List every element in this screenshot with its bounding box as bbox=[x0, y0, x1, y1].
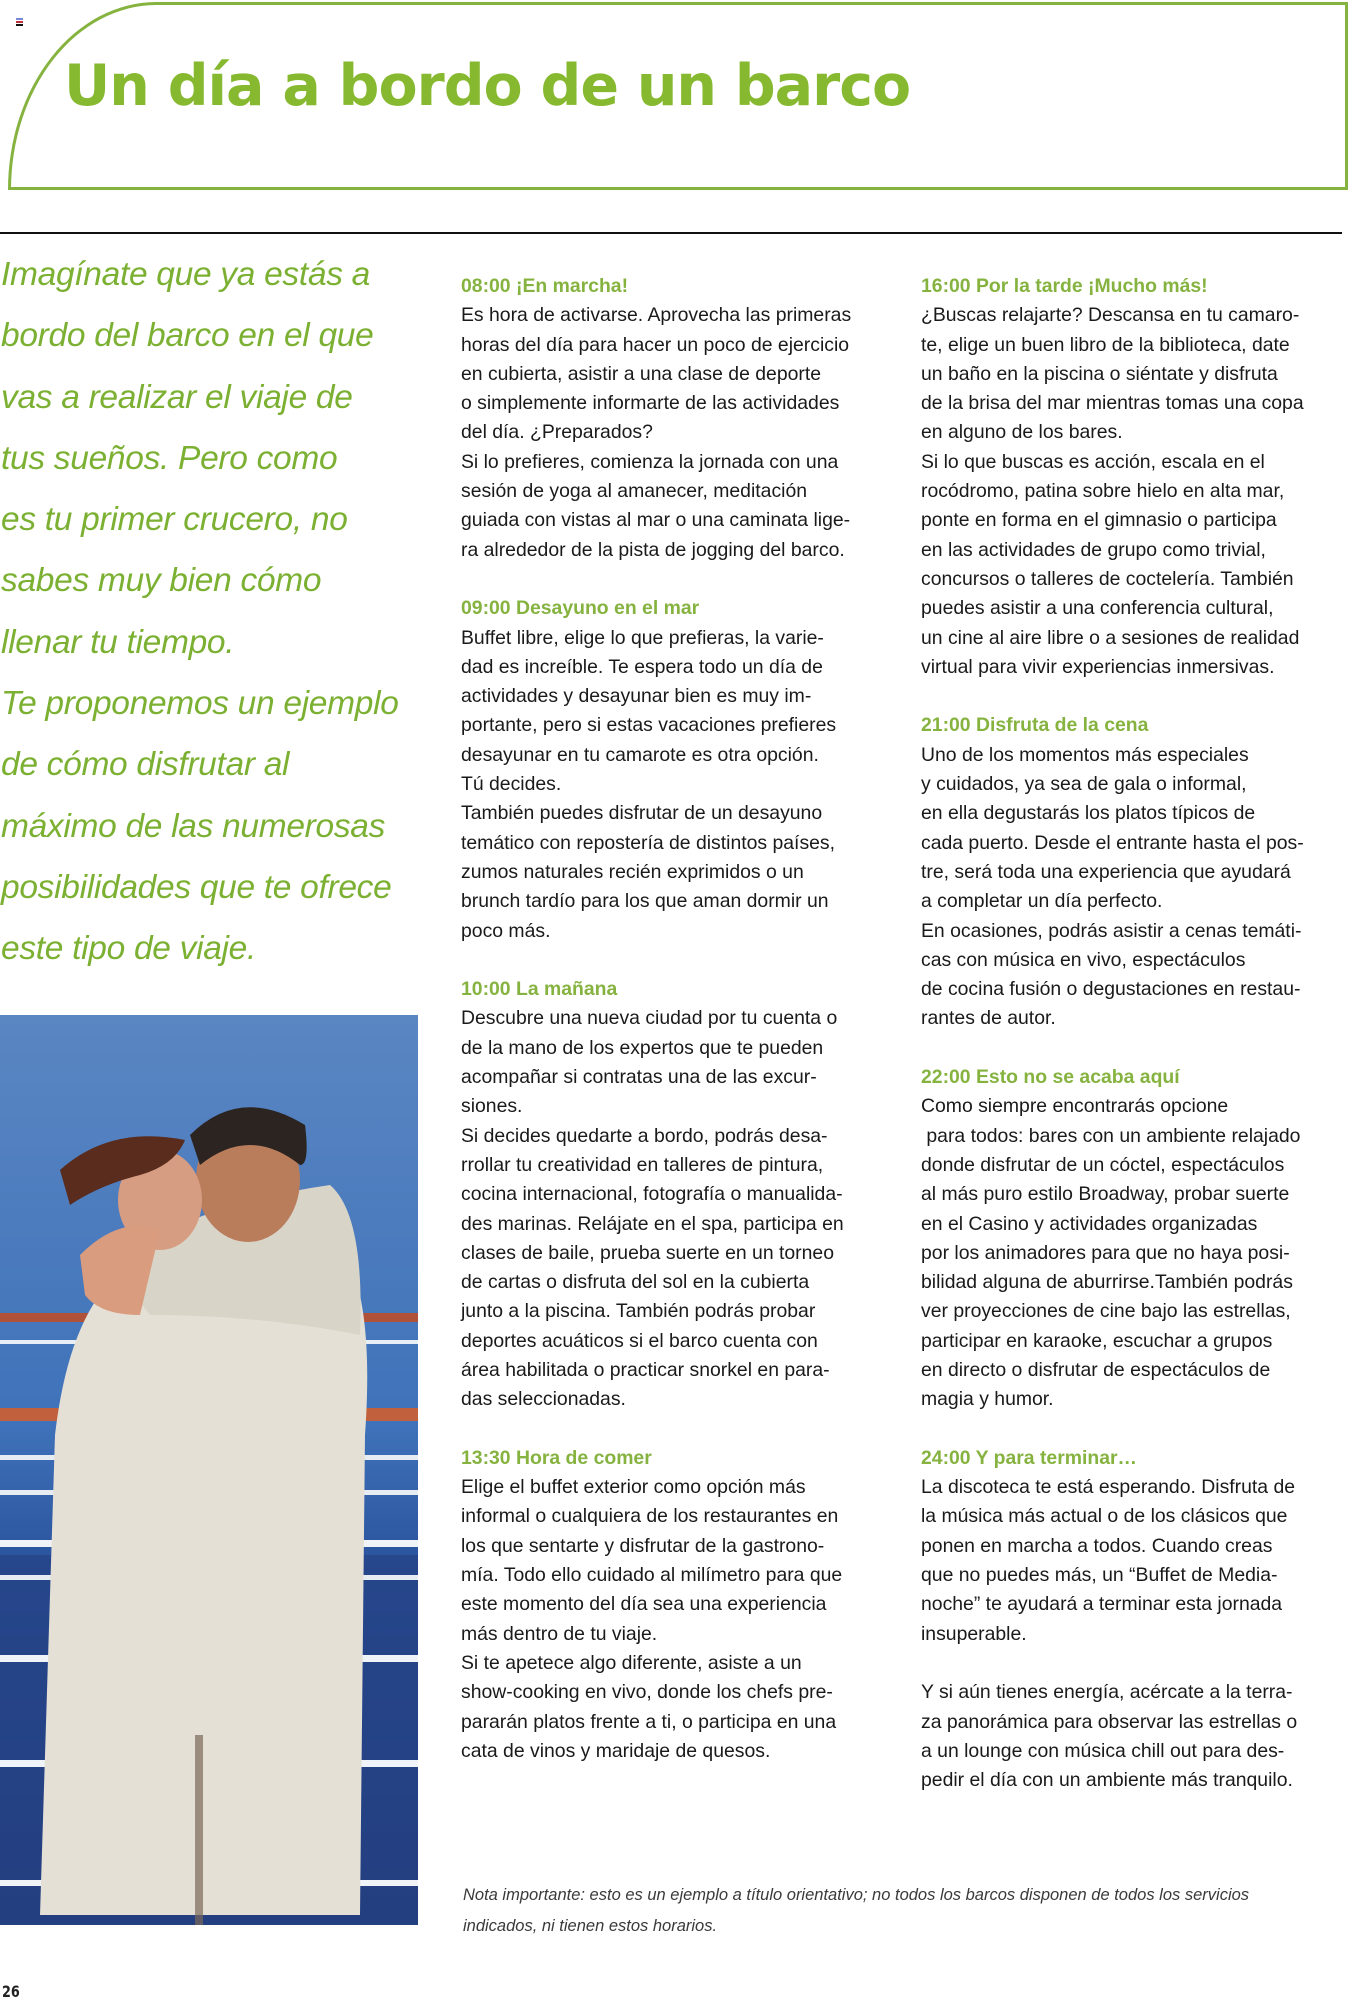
section-line: insuperable. bbox=[921, 1622, 1027, 1645]
intro-line: llenar tu tiempo. bbox=[1, 623, 235, 661]
page-number: 26 bbox=[2, 1982, 20, 2001]
section-line: bilidad alguna de aburrirse.También podrás bbox=[921, 1271, 1293, 1294]
section-line: de cartas o disfruta del sol en la cubierta bbox=[461, 1271, 810, 1294]
section-line: a completar un día perfecto. bbox=[921, 890, 1163, 913]
section-line: Es hora de activarse. Aprovecha las primeras bbox=[461, 304, 852, 327]
section-line: te, elige un buen libro de la biblioteca, date bbox=[921, 333, 1290, 356]
section-heading: 08:00 ¡En marcha! bbox=[461, 275, 629, 297]
section-heading: 21:00 Disfruta de la cena bbox=[921, 714, 1149, 737]
section-line: Si lo prefieres, comienza la jornada con una bbox=[461, 450, 839, 473]
section-line: al más puro estilo Broadway, probar suerte bbox=[921, 1183, 1290, 1206]
section-line: desayunar en tu camarote es otra opción. bbox=[461, 743, 819, 766]
section-heading: 13:30 Hora de comer bbox=[461, 1446, 652, 1469]
schedule-column-left bbox=[461, 272, 891, 1795]
section-line: das seleccionadas. bbox=[461, 1388, 626, 1411]
section-line: cada puerto. Desde el entrante hasta el pos- bbox=[921, 831, 1304, 854]
section-line: Elige el buffet exterior como opción más bbox=[461, 1476, 806, 1499]
section-heading: 09:00 Desayuno en el mar bbox=[461, 597, 700, 620]
flag-icon bbox=[16, 18, 23, 25]
section-line: zumos naturales recién exprimidos o un bbox=[461, 860, 804, 883]
note-line: Nota importante: esto es un ejemplo a título orientativo; no todos los barcos disponen de todos los servicios bbox=[463, 1886, 1250, 1904]
section-line: en las actividades de grupo como trivial, bbox=[921, 538, 1266, 561]
section-line: poco más. bbox=[461, 919, 551, 942]
section-line: virtual para vivir experiencias inmersivas. bbox=[921, 655, 1275, 678]
section-line: más dentro de tu viaje. bbox=[461, 1622, 658, 1645]
section-line: de la brisa del mar mientras tomas una copa bbox=[921, 392, 1304, 415]
intro-line: tus sueños. Pero como bbox=[1, 439, 338, 477]
section-line: la música más actual o de los clásicos que bbox=[921, 1505, 1288, 1528]
section-heading: 16:00 Por la tarde ¡Mucho más! bbox=[921, 275, 1208, 297]
section-line: cata de vinos y maridaje de quesos. bbox=[461, 1739, 771, 1762]
section-line: en alguno de los bares. bbox=[921, 421, 1123, 444]
section-line: guiada con vistas al mar o una caminata lige- bbox=[461, 509, 851, 532]
section-heading: 10:00 La mañana bbox=[461, 978, 618, 1001]
section-line: Si decides quedarte a bordo, podrás desa- bbox=[461, 1124, 828, 1147]
section-line: cocina internacional, fotografía o manualida- bbox=[461, 1183, 843, 1206]
section-line: En ocasiones, podrás asistir a cenas temáti- bbox=[921, 919, 1302, 942]
section-line: concursos o talleres de coctelería. También bbox=[921, 567, 1294, 590]
section-line: Descubre una nueva ciudad por tu cuenta o bbox=[461, 1007, 838, 1030]
section-line: brunch tardío para los que aman dormir un bbox=[461, 890, 829, 913]
section-line: horas del día para hacer un poco de ejercicio bbox=[461, 333, 850, 356]
section-line: mía. Todo ello cuidado al milímetro para que bbox=[461, 1564, 843, 1587]
section-line: por los animadores para que no haya posi- bbox=[921, 1241, 1290, 1264]
section-line: siones. bbox=[461, 1095, 523, 1118]
disclaimer-note bbox=[463, 1880, 1249, 1942]
schedule-section-2100 bbox=[921, 711, 1351, 1033]
schedule-section-2200 bbox=[921, 1063, 1351, 1415]
section-line: de cocina fusión o degustaciones en restau- bbox=[921, 978, 1301, 1001]
section-line: Como siempre encontrarás opcione bbox=[921, 1095, 1229, 1118]
section-line: tre, será toda una experiencia que ayudará bbox=[921, 860, 1291, 883]
schedule-section-0900 bbox=[461, 594, 891, 946]
section-line: un baño en la piscina o siéntate y disfruta bbox=[921, 362, 1278, 385]
section-line: Buffet libre, elige lo que prefieras, la varie- bbox=[461, 626, 824, 649]
section-line: ver proyecciones de cine bajo las estrellas, bbox=[921, 1300, 1291, 1323]
note-line: indicados, ni tienen estos horarios. bbox=[463, 1917, 718, 1935]
section-line: actividades y desayunar bien es muy im- bbox=[461, 685, 812, 708]
section-line: rantes de autor. bbox=[921, 1007, 1056, 1030]
section-line: de la mano de los expertos que te pueden bbox=[461, 1036, 824, 1059]
intro-line: posibilidades que te ofrece bbox=[1, 868, 392, 906]
section-line: informal o cualquiera de los restaurantes en bbox=[461, 1505, 839, 1528]
section-line: noche” te ayudará a terminar esta jornada bbox=[921, 1593, 1283, 1616]
section-line: show-cooking en vivo, donde los chefs pre- bbox=[461, 1681, 833, 1704]
section-line: ra alrededor de la pista de jogging del barco. bbox=[461, 538, 845, 561]
section-line: sesión de yoga al amanecer, meditación bbox=[461, 480, 808, 503]
section-line: za panorámica para observar las estrellas o bbox=[921, 1710, 1298, 1733]
page-title: Un día a bordo de un barco bbox=[64, 53, 911, 119]
divider bbox=[0, 232, 1342, 234]
intro-line: es tu primer crucero, no bbox=[1, 501, 348, 539]
section-line: pararán platos frente a ti, o participa en una bbox=[461, 1710, 837, 1733]
section-line: portante, pero si estas vacaciones prefieres bbox=[461, 714, 837, 737]
intro-line: máximo de las numerosas bbox=[1, 807, 386, 845]
section-line: o simplemente informarte de las actividades bbox=[461, 392, 840, 415]
section-line: des marinas. Relájate en el spa, participa en bbox=[461, 1212, 844, 1235]
schedule-section-0800 bbox=[461, 272, 891, 565]
schedule-section-1330 bbox=[461, 1444, 891, 1766]
section-line: deportes acuáticos si el barco cuenta con bbox=[461, 1329, 818, 1352]
section-line: clases de baile, prueba suerte en un torneo bbox=[461, 1241, 834, 1264]
section-line: temático con repostería de distintos países, bbox=[461, 831, 836, 854]
section-line: rocódromo, patina sobre hielo en alta mar, bbox=[921, 480, 1285, 503]
schedule-section-1600 bbox=[921, 272, 1351, 682]
intro-line: bordo del barco en el que bbox=[1, 317, 374, 355]
section-heading: 24:00 Y para terminar… bbox=[921, 1446, 1137, 1469]
section-line: área habilitada o practicar snorkel en para- bbox=[461, 1358, 830, 1381]
intro-line: Te proponemos un ejemplo bbox=[1, 685, 399, 723]
section-line: rrollar tu creatividad en talleres de pintura, bbox=[461, 1153, 824, 1176]
section-line: cas con música en vivo, espectáculos bbox=[921, 948, 1246, 971]
intro-line: vas a realizar el viaje de bbox=[1, 378, 353, 416]
section-line: También puedes disfrutar de un desayuno bbox=[461, 802, 823, 825]
section-line: Si lo que buscas es acción, escala en el bbox=[921, 450, 1265, 473]
section-line: en cubierta, asistir a una clase de deporte bbox=[461, 362, 822, 385]
section-line: este momento del día sea una experiencia bbox=[461, 1593, 827, 1616]
section-line: La discoteca te está esperando. Disfruta de bbox=[921, 1476, 1296, 1499]
section-line: junto a la piscina. También podrás probar bbox=[461, 1300, 816, 1323]
section-line: en directo o disfrutar de espectáculos de bbox=[921, 1358, 1271, 1381]
section-line: del día. ¿Preparados? bbox=[461, 421, 653, 444]
section-line: Uno de los momentos más especiales bbox=[921, 743, 1249, 766]
section-line: que no puedes más, un “Buffet de Media- bbox=[921, 1564, 1278, 1587]
section-line: ponte en forma en el gimnasio o participa bbox=[921, 509, 1277, 532]
schedule-section-1000 bbox=[461, 975, 891, 1414]
section-line: donde disfrutar de un cóctel, espectáculos bbox=[921, 1153, 1285, 1176]
intro-line: Imagínate que ya estás a bbox=[1, 256, 370, 293]
section-line: Y si aún tienes energía, acércate a la terra- bbox=[921, 1681, 1293, 1704]
intro-line: este tipo de viaje. bbox=[1, 930, 257, 968]
section-line: un cine al aire libre o a sesiones de realidad bbox=[921, 626, 1300, 649]
section-line: y cuidados, ya sea de gala o informal, bbox=[921, 773, 1247, 796]
section-line: en el Casino y actividades organizadas bbox=[921, 1212, 1258, 1235]
section-line: a un lounge con música chill out para des- bbox=[921, 1739, 1285, 1762]
section-line: participar en karaoke, escuchar a grupos bbox=[921, 1329, 1273, 1352]
intro-line: de cómo disfrutar al bbox=[1, 746, 290, 784]
section-line: pedir el día con un ambiente más tranquilo. bbox=[921, 1769, 1293, 1792]
section-line: puedes asistir a una conferencia cultural, bbox=[921, 597, 1274, 620]
couple-photo bbox=[0, 1015, 418, 1925]
schedule-section-2400 bbox=[921, 1444, 1351, 1796]
section-line: en ella degustarás los platos típicos de bbox=[921, 802, 1256, 825]
section-heading: 22:00 Esto no se acaba aquí bbox=[921, 1066, 1180, 1089]
section-line: para todos: bares con un ambiente relajado bbox=[921, 1124, 1301, 1147]
schedule-column-right bbox=[921, 272, 1351, 1825]
intro-line: sabes muy bien cómo bbox=[1, 562, 322, 600]
section-line: Si te apetece algo diferente, asiste a un bbox=[461, 1651, 802, 1674]
section-line bbox=[921, 1649, 1351, 1678]
section-line: dad es increíble. Te espera todo un día de bbox=[461, 655, 823, 678]
section-line: los que sentarte y disfrutar de la gastrono- bbox=[461, 1534, 825, 1557]
section-line: magia y humor. bbox=[921, 1388, 1054, 1411]
intro-text bbox=[1, 244, 431, 980]
section-line: ponen en marcha a todos. Cuando creas bbox=[921, 1534, 1273, 1557]
section-line: ¿Buscas relajarte? Descansa en tu camaro- bbox=[921, 304, 1300, 327]
section-line: acompañar si contratas una de las excur- bbox=[461, 1066, 817, 1089]
section-line: Tú decides. bbox=[461, 773, 562, 796]
